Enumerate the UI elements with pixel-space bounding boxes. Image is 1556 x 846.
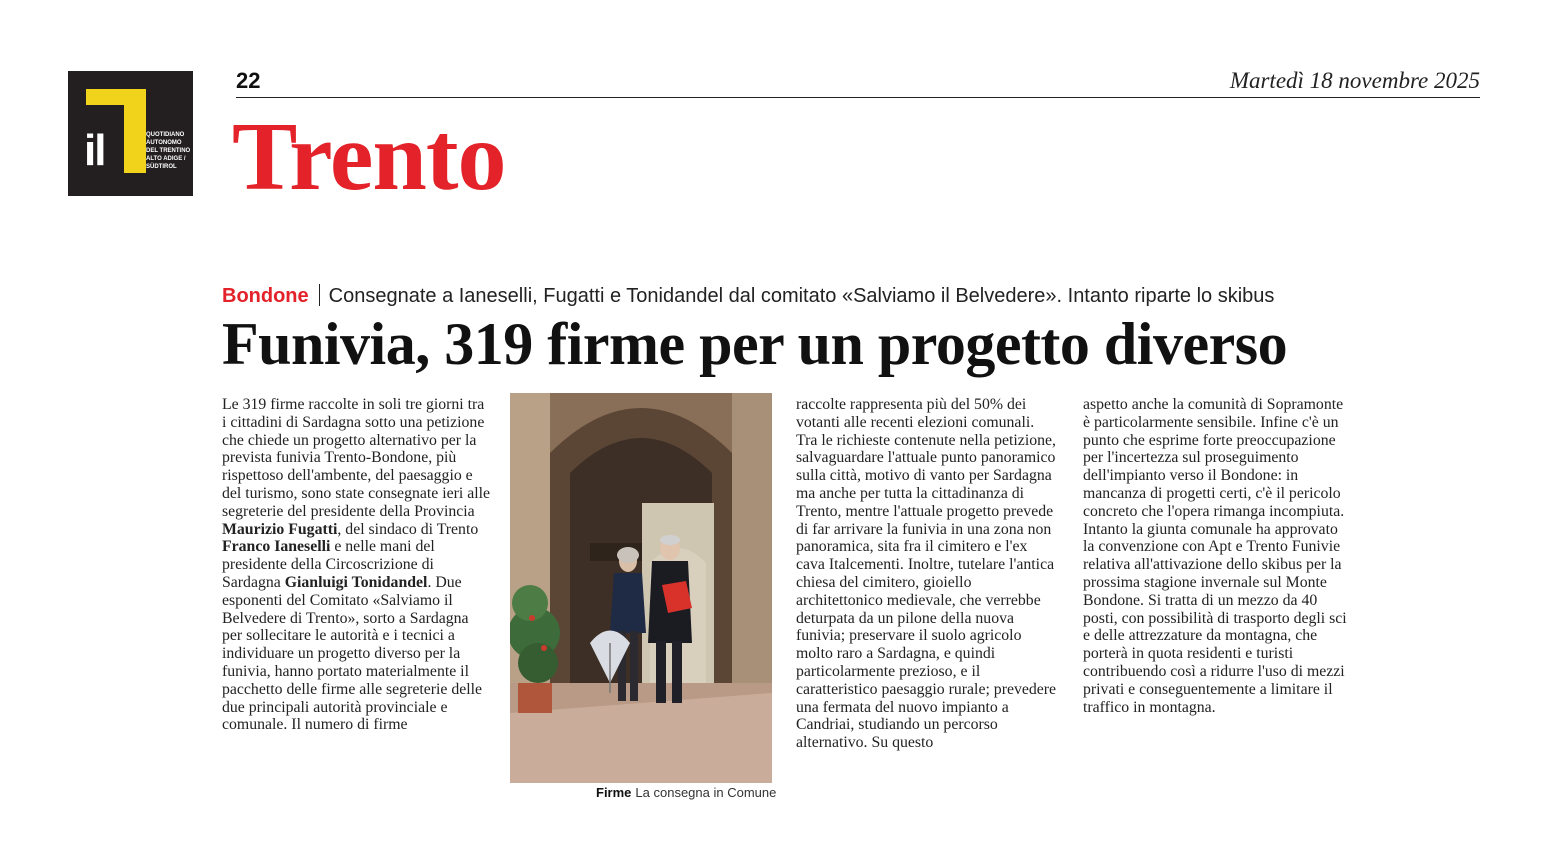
article-column-3: raccolte rappresenta più del 50% dei votanti alle recenti elezioni comunali. Tra le richieste contenute nella petizione, salvaguardare l'attuale punto panoramico sulla città, motivo di vanto per Sardagna ma anche per tutta la cittadinanza di Trento, mentre l'attuale progetto prevede di far arrivare la funivia in una zona non panoramica, sita fra il cimitero e l'ex cava Italcementi. Inoltre, tutelare l'antica chiesa del cimitero, gioiello architettonico medievale, che verrebbe deturpata da un pilone della nuova funivia; preservare il suolo agricolo molto raro a Sardagna, e quindi particolarmente prezioso, e il caratteristico paesaggio rurale; prevedere una fermata del nuovo impianto a Candriai, studiando un percorso alternativo. Su questo	[796, 396, 1057, 752]
person-name: Maurizio Fugatti	[222, 520, 338, 538]
paragraph: Intanto la giunta comunale ha approvato la convenzione con Apt e Trento Funivie relativa all'attivazione dello skibus per la prossima stagione invernale sul Monte Bondone. Si tratta di un mezzo da 40 posti, con possibilità di trasporto degli sci e delle attrezzature da montagna, che porterà in quota residenti e turisti contribuendo così a ridurre l'uso di mezzi privati e conseguentemente a limitare il traffico in montagna.	[1083, 520, 1347, 716]
logo-tagline: QUOTIDIANO AUTONOMO DEL TRENTINO ALTO ADIGE / SÜDTIROL	[146, 132, 191, 170]
kicker-text: Consegnate a Ianeselli, Fugatti e Tonidandel dal comitato «Salviamo il Belvedere». Intanto riparte lo skibus	[328, 285, 1275, 307]
caption-label: Firme	[596, 785, 632, 800]
article-column-1: Le 319 firme raccolte in soli tre giorni tra i cittadini di Sardagna sotto una petizione che chiede un progetto alternativo per la prevista funivia Trento-Bondone, più rispettoso dell'ambente, del paesaggio e del turismo, sono state consegnate ieri alle segreterie del presidente della Provincia Maurizio Fugatti, del sindaco di Trento Franco Ianeselli e nelle mani del presidente della Circoscrizione di Sardagna Gianluigi Tonidandel. Due esponenti del Comitato «Salviamo il Belvedere di Trento», sorto a Sardagna per sollecitare le autorità e i tecnici a individuare un progetto diverso per la funivia, hanno portato materialmente il pacchetto delle firme alle segreterie delle due principali autorità provinciale e comunale. Il numero di firme	[222, 396, 491, 734]
article-kicker	[222, 283, 1274, 309]
header-rule	[236, 97, 1480, 98]
article-column-4	[1083, 396, 1351, 716]
article-headline: Funivia, 319 firme per un progetto diverso	[222, 311, 1288, 377]
photo-caption	[596, 785, 776, 800]
newspaper-logo	[68, 71, 193, 196]
section-title: Trento	[232, 103, 506, 211]
page-number: 22	[236, 68, 261, 93]
issue-date: Martedì 18 novembre 2025	[1229, 68, 1480, 93]
person-name: Franco Ianeselli	[222, 538, 331, 556]
kicker-separator	[319, 284, 320, 306]
article-photo	[510, 393, 772, 783]
paragraph: aspetto anche la comunità di Sopramonte è particolarmente sensibile. Infine c'è un punto che esprime forte preoccupazione per l'incertezza sul proseguimento dell'impianto verso il Bondone: in mancanza di progetti certi, c'è il pericolo concreto che l'opera rimanga incompiuta.	[1083, 396, 1345, 520]
kicker-tag: Bondone	[222, 285, 309, 307]
logo-t-stem	[124, 89, 146, 173]
logo-il-text: il	[84, 126, 105, 175]
caption-text: La consegna in Comune	[635, 785, 777, 800]
person-name: Gianluigi Tonidandel	[284, 573, 428, 591]
